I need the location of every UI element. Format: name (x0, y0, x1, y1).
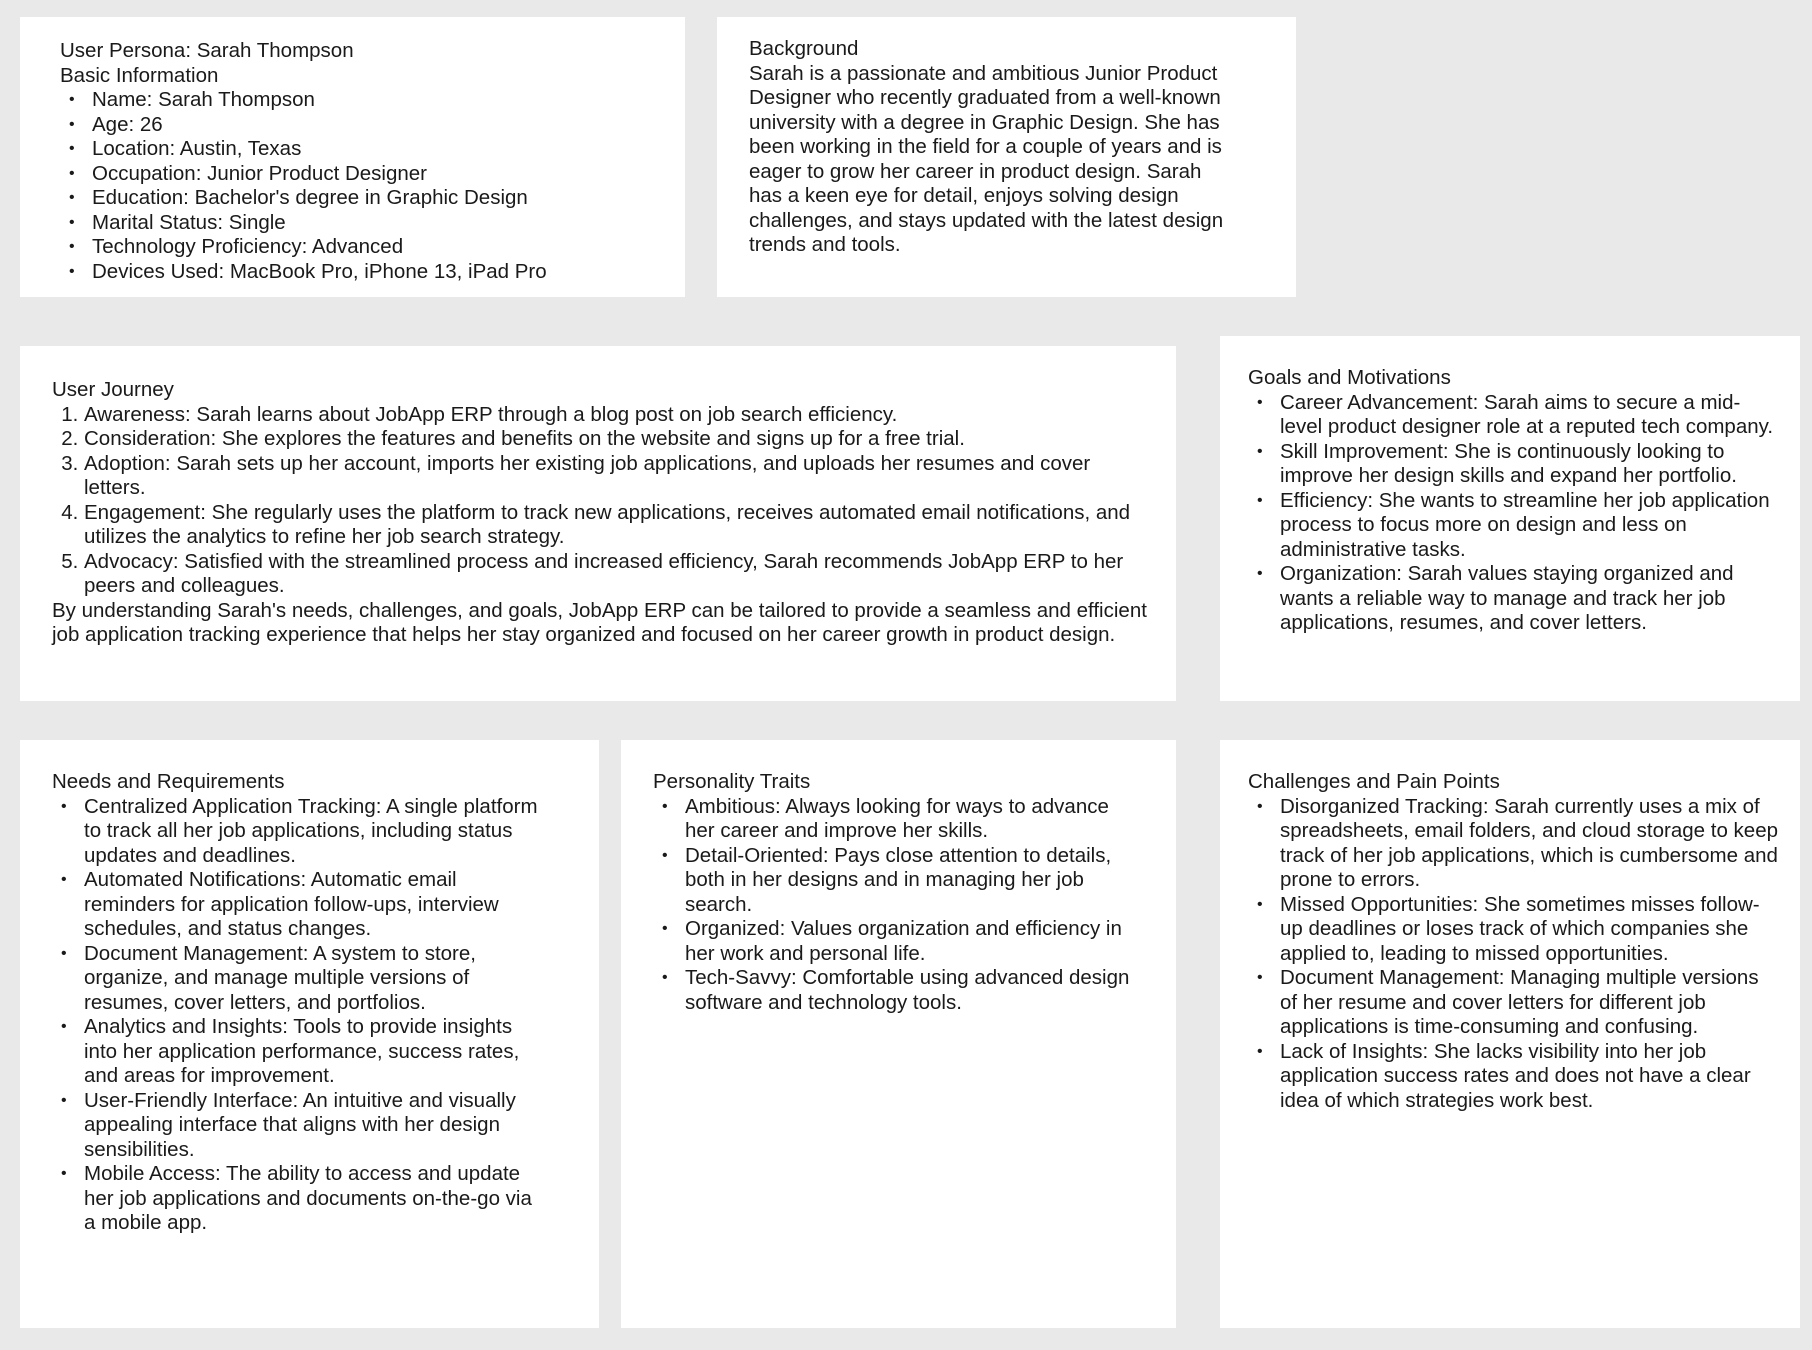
personality-list (653, 795, 1140, 1016)
list-item: • Education: Bachelor's degree in Graphic Design (60, 186, 685, 211)
list-item: • Efficiency: She wants to streamline her job application process to focus more on design and less on administrative tasks. (1248, 489, 1780, 563)
challenges-card (1220, 740, 1800, 1328)
basic-information-card (20, 17, 685, 297)
challenges-heading: Challenges and Pain Points (1248, 770, 1500, 793)
background-heading: Background (749, 37, 859, 60)
basic-information-heading: Basic Information (60, 63, 219, 87)
persona-title: User Persona: Sarah Thompson (60, 39, 354, 62)
list-item: • Location: Austin, Texas (60, 137, 685, 162)
list-item: • Organization: Sarah values staying organized and wants a reliable way to manage and track her job applications, resumes, and cover letters. (1248, 562, 1780, 636)
goals-list (1248, 391, 1780, 636)
list-item: • Technology Proficiency: Advanced (60, 235, 685, 260)
list-item: • User-Friendly Interface: An intuitive and visually appealing interface that aligns with her design sensibilities. (52, 1089, 539, 1163)
list-item: • Marital Status: Single (60, 211, 685, 236)
needs-card (20, 740, 599, 1328)
list-item: • Career Advancement: Sarah aims to secure a mid-level product designer role at a reputed tech company. (1248, 391, 1780, 440)
personality-card (621, 740, 1176, 1328)
needs-list (52, 795, 539, 1236)
list-item: • Organized: Values organization and efficiency in her work and personal life. (653, 917, 1140, 966)
list-item: • Automated Notifications: Automatic email reminders for application follow-ups, interview schedules, and status changes. (52, 868, 539, 942)
needs-heading: Needs and Requirements (52, 770, 285, 793)
basic-information-list (60, 88, 685, 284)
journey-step: 1. Awareness: Sarah learns about JobApp ERP through a blog post on job search efficiency. (84, 403, 1148, 428)
list-item: • Disorganized Tracking: Sarah currently uses a mix of spreadsheets, email folders, and cloud storage to keep track of her job applications, which is cumbersome and prone to errors. (1248, 795, 1780, 893)
list-item: • Missed Opportunities: She sometimes misses follow-up deadlines or loses track of which companies she applied to, leading to missed opportunities. (1248, 893, 1780, 967)
journey-step: 5. Advocacy: Satisfied with the streamlined process and increased efficiency, Sarah recommends JobApp ERP to her peers and colleagues. (84, 550, 1148, 599)
list-item: • Mobile Access: The ability to access and update her job applications and documents on-the-go via a mobile app. (52, 1162, 539, 1236)
list-item: • Lack of Insights: She lacks visibility into her job application success rates and does not have a clear idea of which strategies work best. (1248, 1040, 1780, 1114)
journey-step: 4. Engagement: She regularly uses the platform to track new applications, receives automated email notifications, and utilizes the analytics to refine her job search strategy. (84, 501, 1148, 550)
user-journey-card (20, 346, 1176, 701)
challenges-list (1248, 795, 1780, 1114)
list-item: • Occupation: Junior Product Designer (60, 162, 685, 187)
personality-heading: Personality Traits (653, 770, 811, 793)
list-item: • Tech-Savvy: Comfortable using advanced design software and technology tools. (653, 966, 1140, 1015)
list-item: • Name: Sarah Thompson (60, 88, 685, 113)
journey-step: 3. Adoption: Sarah sets up her account, imports her existing job applications, and uploads her resumes and cover letters. (84, 452, 1148, 501)
list-item: • Centralized Application Tracking: A single platform to track all her job applications, including status updates and deadlines. (52, 795, 539, 869)
goals-heading: Goals and Motivations (1248, 366, 1451, 389)
background-card (717, 17, 1296, 297)
user-journey-steps (52, 403, 1148, 599)
user-journey-heading: User Journey (52, 378, 174, 401)
user-journey-summary: By understanding Sarah's needs, challenges, and goals, JobApp ERP can be tailored to provide a seamless and efficient job application tracking experience that helps her stay organized and focused on her career growth in product design. (52, 598, 1147, 646)
list-item: • Ambitious: Always looking for ways to advance her career and improve her skills. (653, 795, 1140, 844)
list-item: • Document Management: A system to store, organize, and manage multiple versions of resumes, cover letters, and portfolios. (52, 942, 539, 1016)
background-text: Sarah is a passionate and ambitious Junior Product Designer who recently graduated from a well-known university with a degree in Graphic Design. She has been working in the field for a couple of years and is eager to grow her career in product design. Sarah has a keen eye for detail, enjoys solving design challenges, and stays updated with the latest design trends and tools. (749, 61, 1224, 256)
goals-card (1220, 336, 1800, 701)
list-item: • Age: 26 (60, 113, 685, 138)
list-item: • Analytics and Insights: Tools to provide insights into her application performance, success rates, and areas for improvement. (52, 1015, 539, 1089)
list-item: • Skill Improvement: She is continuously looking to improve her design skills and expand her portfolio. (1248, 440, 1780, 489)
list-item: • Detail-Oriented: Pays close attention to details, both in her designs and in managing her job search. (653, 844, 1140, 918)
list-item: • Devices Used: MacBook Pro, iPhone 13, iPad Pro (60, 260, 685, 285)
journey-step: 2. Consideration: She explores the features and benefits on the website and signs up for a free trial. (84, 427, 1148, 452)
list-item: • Document Management: Managing multiple versions of her resume and cover letters for different job applications is time-consuming and confusing. (1248, 966, 1780, 1040)
